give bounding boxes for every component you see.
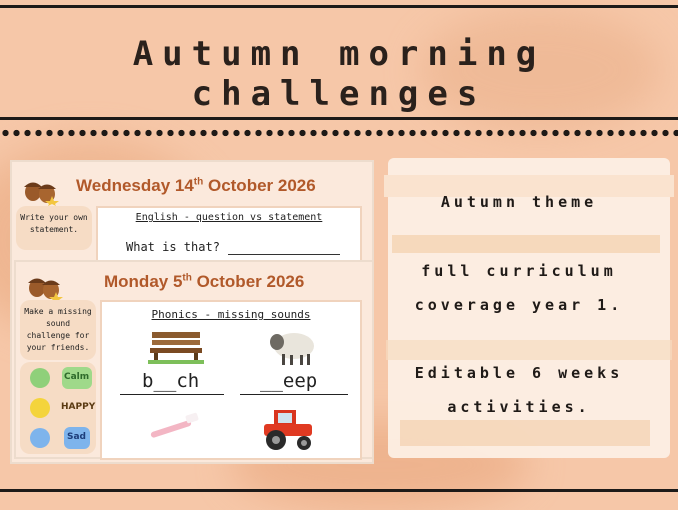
- side-instruction: Write your own statement.: [20, 213, 88, 234]
- phonics-word-2: __eep: [260, 370, 318, 392]
- sad-label-badge: [64, 427, 90, 449]
- worksheet-front: [14, 260, 374, 459]
- side-panel: [16, 206, 92, 250]
- header-bottom-rule: [0, 117, 678, 120]
- calm-label: Calm: [64, 372, 90, 382]
- worksheet-back-date: Wednesday 14th October 2026: [76, 176, 316, 195]
- worksheet-front-date: Monday 5th October 2026: [104, 272, 305, 291]
- calm-face-icon: [30, 368, 50, 388]
- side-instruction: Make a missing sound challenge for your friends.: [24, 307, 92, 352]
- tractor-icon: [260, 404, 318, 452]
- happy-label: HAPPY: [61, 402, 96, 412]
- promo-line-3: coverage year 1.: [414, 296, 624, 314]
- dotted-divider: [0, 127, 678, 139]
- happy-face-icon: [30, 398, 50, 418]
- phonics-box: [100, 300, 362, 460]
- side-panel: [20, 300, 96, 360]
- activity-box: [96, 206, 362, 266]
- page-title: Autumn morning challenges: [132, 34, 546, 114]
- promo-line-2: full curriculum: [421, 262, 617, 280]
- calm-label-badge: [62, 367, 92, 389]
- sad-face-icon: [30, 428, 50, 448]
- subject-heading: Phonics - missing sounds: [151, 308, 311, 321]
- toothbrush-icon: [146, 412, 202, 442]
- brush-stroke: [386, 340, 672, 360]
- brush-stroke: [392, 235, 660, 253]
- word-line: [120, 394, 224, 395]
- phonics-word-1: b__ch: [142, 370, 200, 392]
- subject-heading: English - question vs statement: [135, 212, 323, 223]
- question-prompt: What is that?: [126, 240, 220, 254]
- sad-label: Sad: [67, 432, 86, 442]
- acorn-icon: [20, 170, 60, 206]
- acorn-icon: [24, 266, 64, 302]
- header-top-rule: [0, 5, 678, 8]
- brush-stroke: [400, 420, 650, 446]
- answer-line: [228, 254, 340, 255]
- sheep-icon: [268, 328, 318, 366]
- promo-line-5: activities.: [447, 398, 591, 416]
- mood-chart: [20, 362, 96, 454]
- word-line: [240, 394, 348, 395]
- promo-line-4: Editable 6 weeks: [414, 364, 624, 382]
- footer-rule: [0, 489, 678, 492]
- bench-icon: [148, 330, 204, 364]
- promo-line-1: Autumn theme: [440, 193, 598, 211]
- happy-label-badge: [60, 397, 94, 419]
